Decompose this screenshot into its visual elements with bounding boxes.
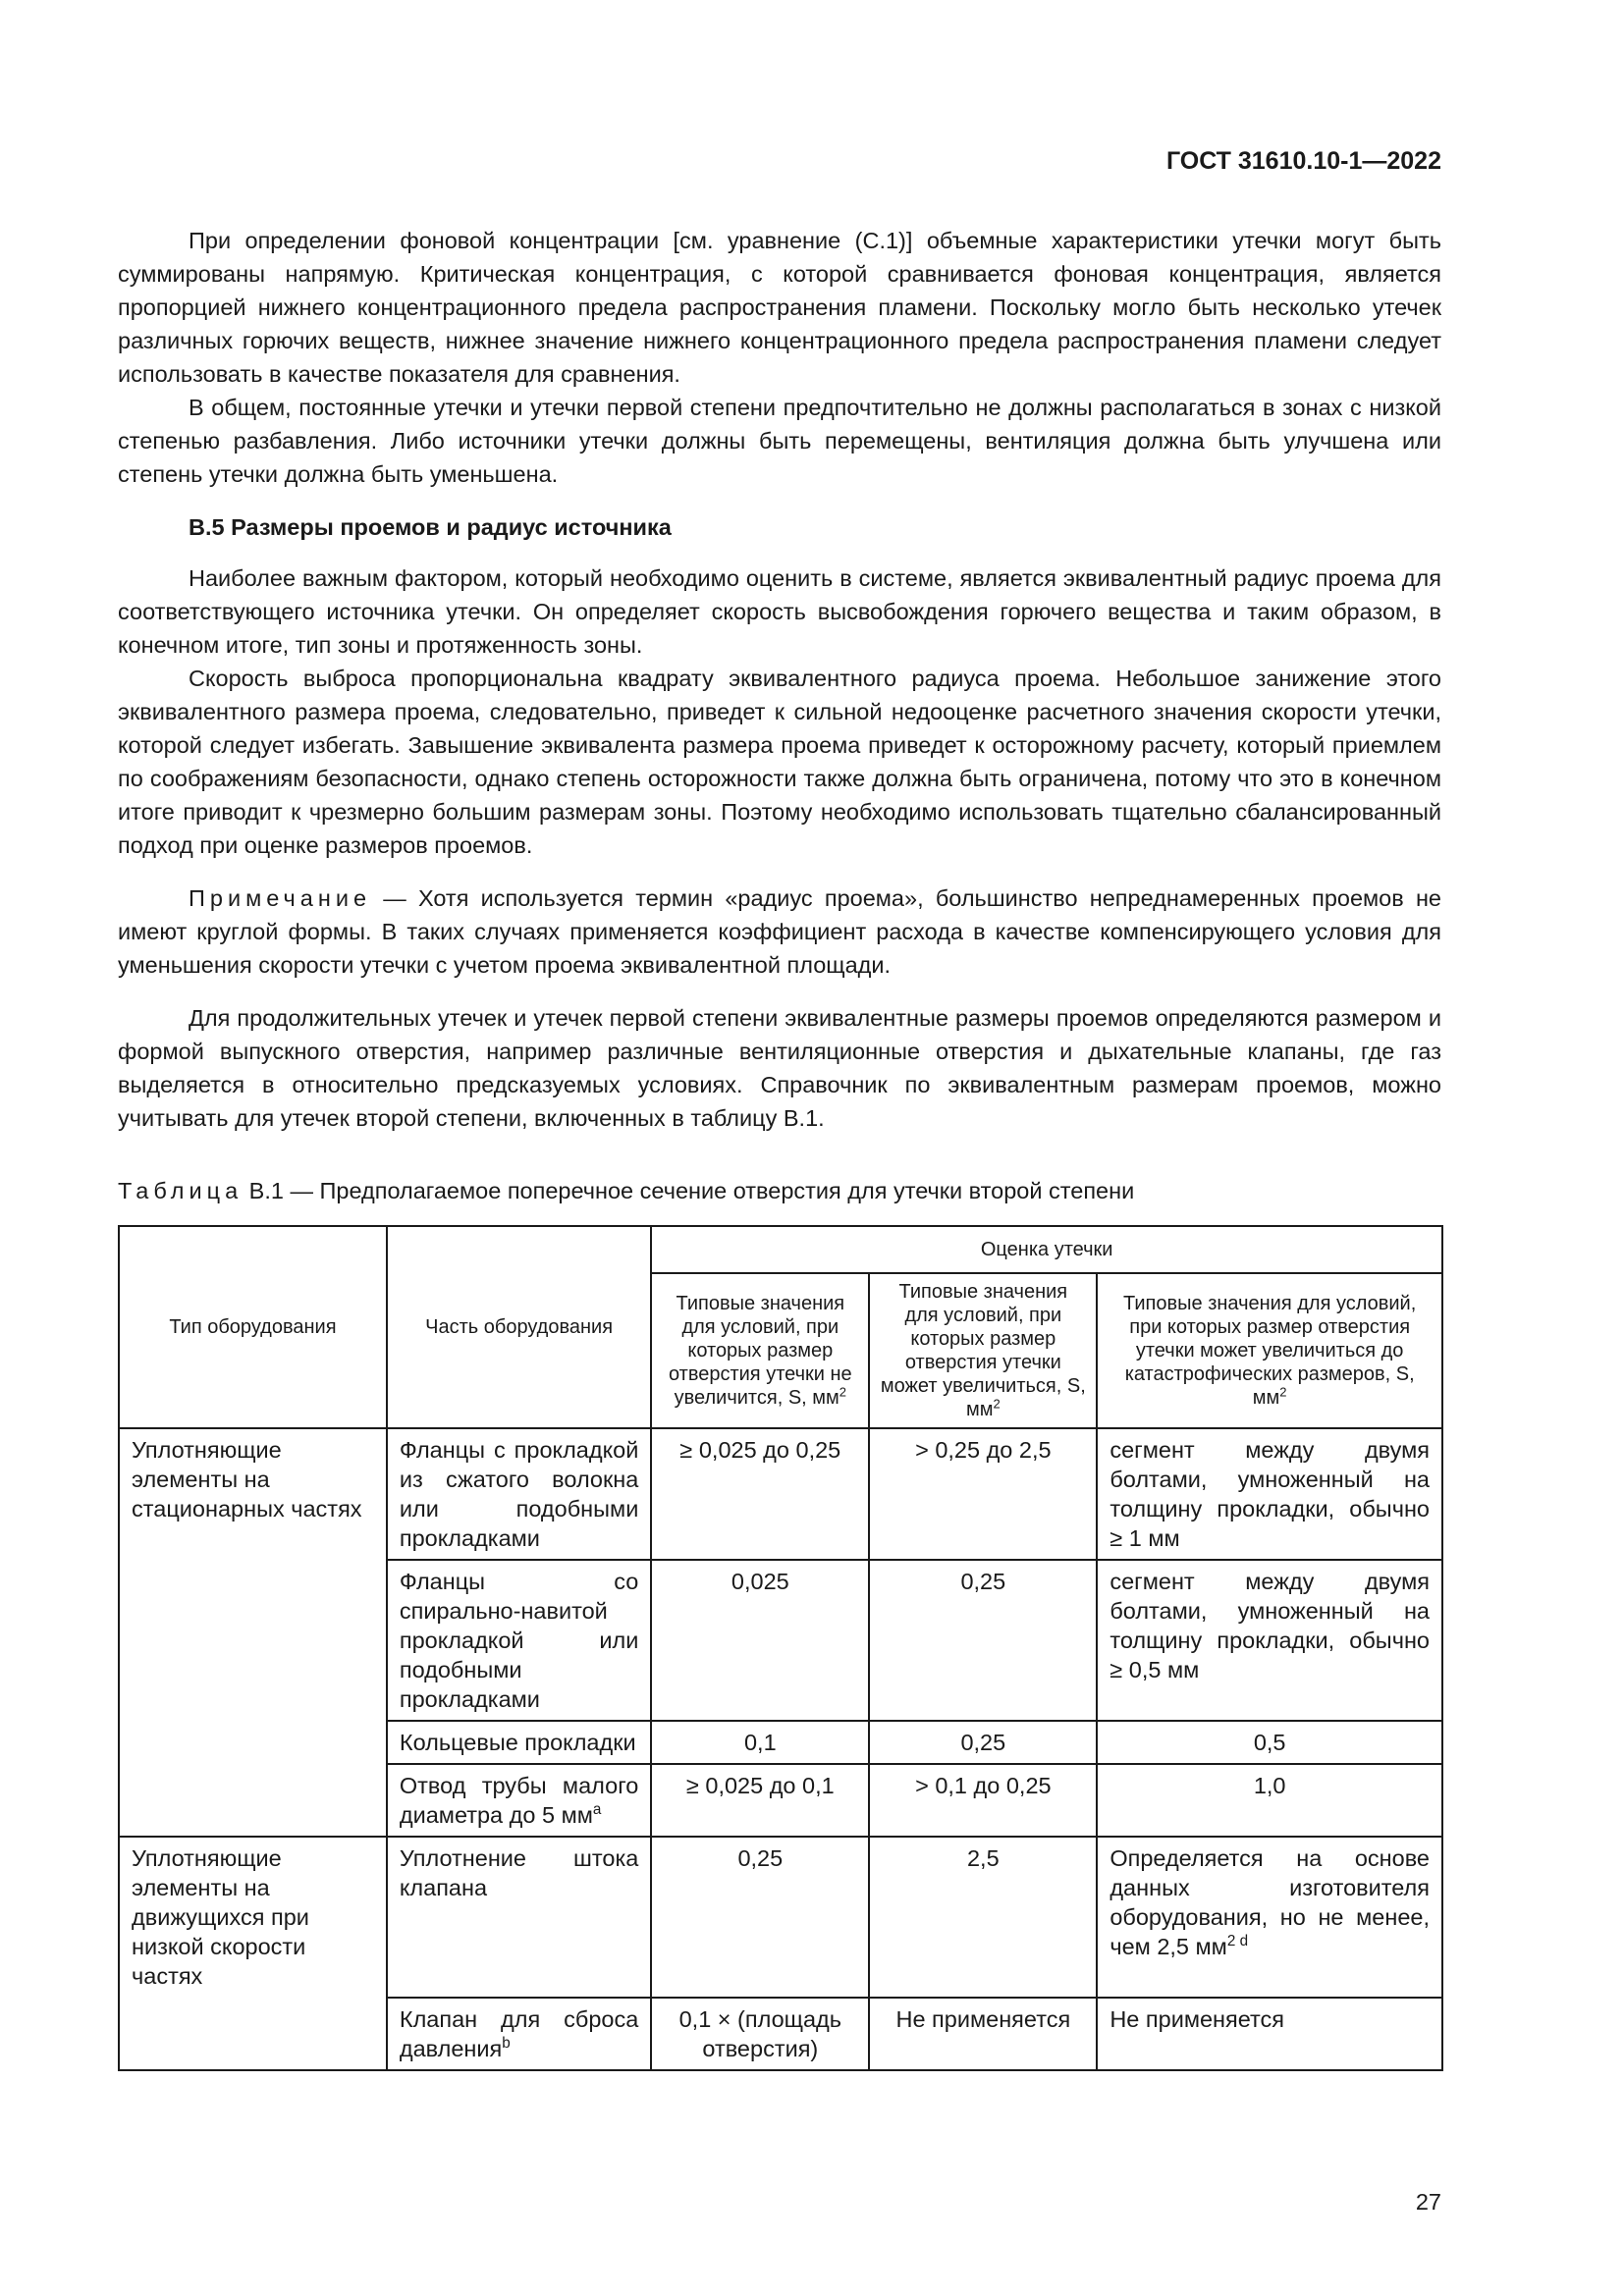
table-header-row: [119, 1226, 1442, 1273]
cell-part: Отвод трубы малого диаметра до 5 $мм^a$: [387, 1764, 651, 1837]
cell-part: Кольцевые прокладки: [387, 1721, 651, 1764]
body-text: [118, 224, 1441, 1135]
header-col-b: Типовые значения для условий, при которых размер отверстия утечки может увеличиться, S, $мм^2$: [869, 1273, 1097, 1428]
cell-part: Фланцы со спирально-навитой прокладкой или подобными прокладками: [387, 1560, 651, 1721]
cell-part: Фланцы с прокладкой из сжатого волокна или подобными прокладками: [387, 1428, 651, 1560]
cell-value-c: 1,0: [1097, 1764, 1442, 1837]
header-equipment-part: Часть оборудования: [387, 1226, 651, 1428]
cell-value-c: Определяется на основе данных изготовителя оборудования, но не менее, чем 2,5 $мм^{2 d}$: [1097, 1837, 1442, 1998]
cell-value-b: Не применяется: [869, 1998, 1097, 2070]
page-number: 27: [1415, 2189, 1441, 2215]
paragraph: В общем, постоянные утечки и утечки первой степени предпочтительно не должны располагаться в зонах с низкой степенью разбавления. Либо источники утечки должны быть перемещены, вентиляция должна быть улучшена или степень утечки должна быть уменьшена.: [118, 395, 1441, 487]
note: [118, 881, 1441, 982]
paragraph: Для продолжительных утечек и утечек первой степени эквивалентные размеры проемов определяются размером и формой выпускного отверстия, например различные вентиляционные отверстия и дыхательные клапаны, где газ выделяется в относительно предсказуемых условиях. Справочник по эквивалентным размерам проемов, можно учитывать для утечек второй степени, включенных в таблицу В.1.: [118, 1005, 1441, 1131]
cell-value-c: сегмент между двумя болтами, умноженный на толщину прокладки, обычно ≥ 0,5 мм: [1097, 1560, 1442, 1721]
cell-value-a: 0,025: [651, 1560, 869, 1721]
cell-value-c: 0,5: [1097, 1721, 1442, 1764]
table-caption: [118, 1178, 1134, 1204]
header-leak-assessment: Оценка утечки: [651, 1226, 1442, 1273]
table-row: [119, 1837, 1442, 1998]
section-title: В.5 Размеры проемов и радиус источника: [189, 514, 672, 540]
cell-part: Уплотнение штока клапана: [387, 1837, 651, 1998]
header-col-c: Типовые значения для условий, при которых размер отверстия утечки может увеличиться до катастрофических размеров, S, $мм^2$: [1097, 1273, 1442, 1428]
cell-value-c: Не применяется: [1097, 1998, 1442, 2070]
document-id: ГОСТ 31610.10-1—2022: [1165, 147, 1441, 175]
header-equipment-type: Тип оборудования: [119, 1226, 387, 1428]
cell-value-b: 0,25: [869, 1721, 1097, 1764]
cell-part: Клапан для сброса давления$^b$: [387, 1998, 651, 2070]
cell-value-a: 0,1: [651, 1721, 869, 1764]
note-label: Примечание: [189, 885, 372, 911]
cell-value-b: > 0,1 до 0,25: [869, 1764, 1097, 1837]
cell-value-b: 0,25: [869, 1560, 1097, 1721]
cell-value-c: сегмент между двумя болтами, умноженный на толщину прокладки, обычно ≥ 1 мм: [1097, 1428, 1442, 1560]
leak-table: [118, 1225, 1443, 2071]
paragraph: При определении фоновой концентрации [см. уравнение (С.1)] объемные характеристики утечки могут быть суммированы напрямую. Критическая концентрация, с которой сравнивается фоновая концентрация, является пропорцией нижнего концентрационного предела распространения пламени. Поскольку могло быть несколько утечек различных горючих веществ, нижнее значение нижнего концентрационного предела распространения пламени следует использовать в качестве показателя для сравнения.: [118, 228, 1441, 387]
cell-value-a: ≥ 0,025 до 0,25: [651, 1428, 869, 1560]
paragraph: Наиболее важным фактором, который необходимо оценить в системе, является эквивалентный радиус проема для соответствующего источника утечки. Он определяет скорость высвобождения горючего вещества и таким образом, в конечном итоге, тип зоны и протяженность зоны.: [118, 565, 1441, 658]
note-text: — Хотя используется термин «радиус проема», большинство непреднамеренных проемов не имеют круглой формы. В таких случаях применяется коэффициент расхода в качестве компенсирующего условия для уменьшения скорости утечки с учетом проема эквивалентной площади.: [118, 885, 1441, 978]
cell-value-a: 0,25: [651, 1837, 869, 1998]
table-row: [119, 1428, 1442, 1560]
table-caption-text: В.1 — Предполагаемое поперечное сечение отверстия для утечки второй степени: [243, 1178, 1135, 1203]
cell-value-a: ≥ 0,025 до 0,1: [651, 1764, 869, 1837]
cell-value-b: 2,5: [869, 1837, 1097, 1998]
table-caption-label: Таблица: [118, 1178, 244, 1203]
cell-value-a: 0,1 × (площадь отверстия): [651, 1998, 869, 2070]
cell-equipment-type: Уплотняющие элементы на стационарных частях: [119, 1428, 387, 1837]
header-col-a: Типовые значения для условий, при которых размер отверстия утечки не увеличится, S, $мм^2$: [651, 1273, 869, 1428]
cell-equipment-type: Уплотняющие элементы на движущихся при низкой скорости частях: [119, 1837, 387, 2070]
paragraph: Скорость выброса пропорциональна квадрату эквивалентного радиуса проема. Небольшое занижение этого эквивалентного размера проема, следовательно, приведет к сильной недооценке расчетного значения скорости утечки, которой следует избегать. Завышение эквивалента размера проема приведет к осторожному расчету, который приемлем по соображениям безопасности, однако степень осторожности также должна быть ограничена, потому что это в конечном итоге приводит к чрезмерно большим размерам зоны. Поэтому необходимо использовать тщательно сбалансированный подход при оценке размеров проемов.: [118, 666, 1441, 858]
cell-value-b: > 0,25 до 2,5: [869, 1428, 1097, 1560]
